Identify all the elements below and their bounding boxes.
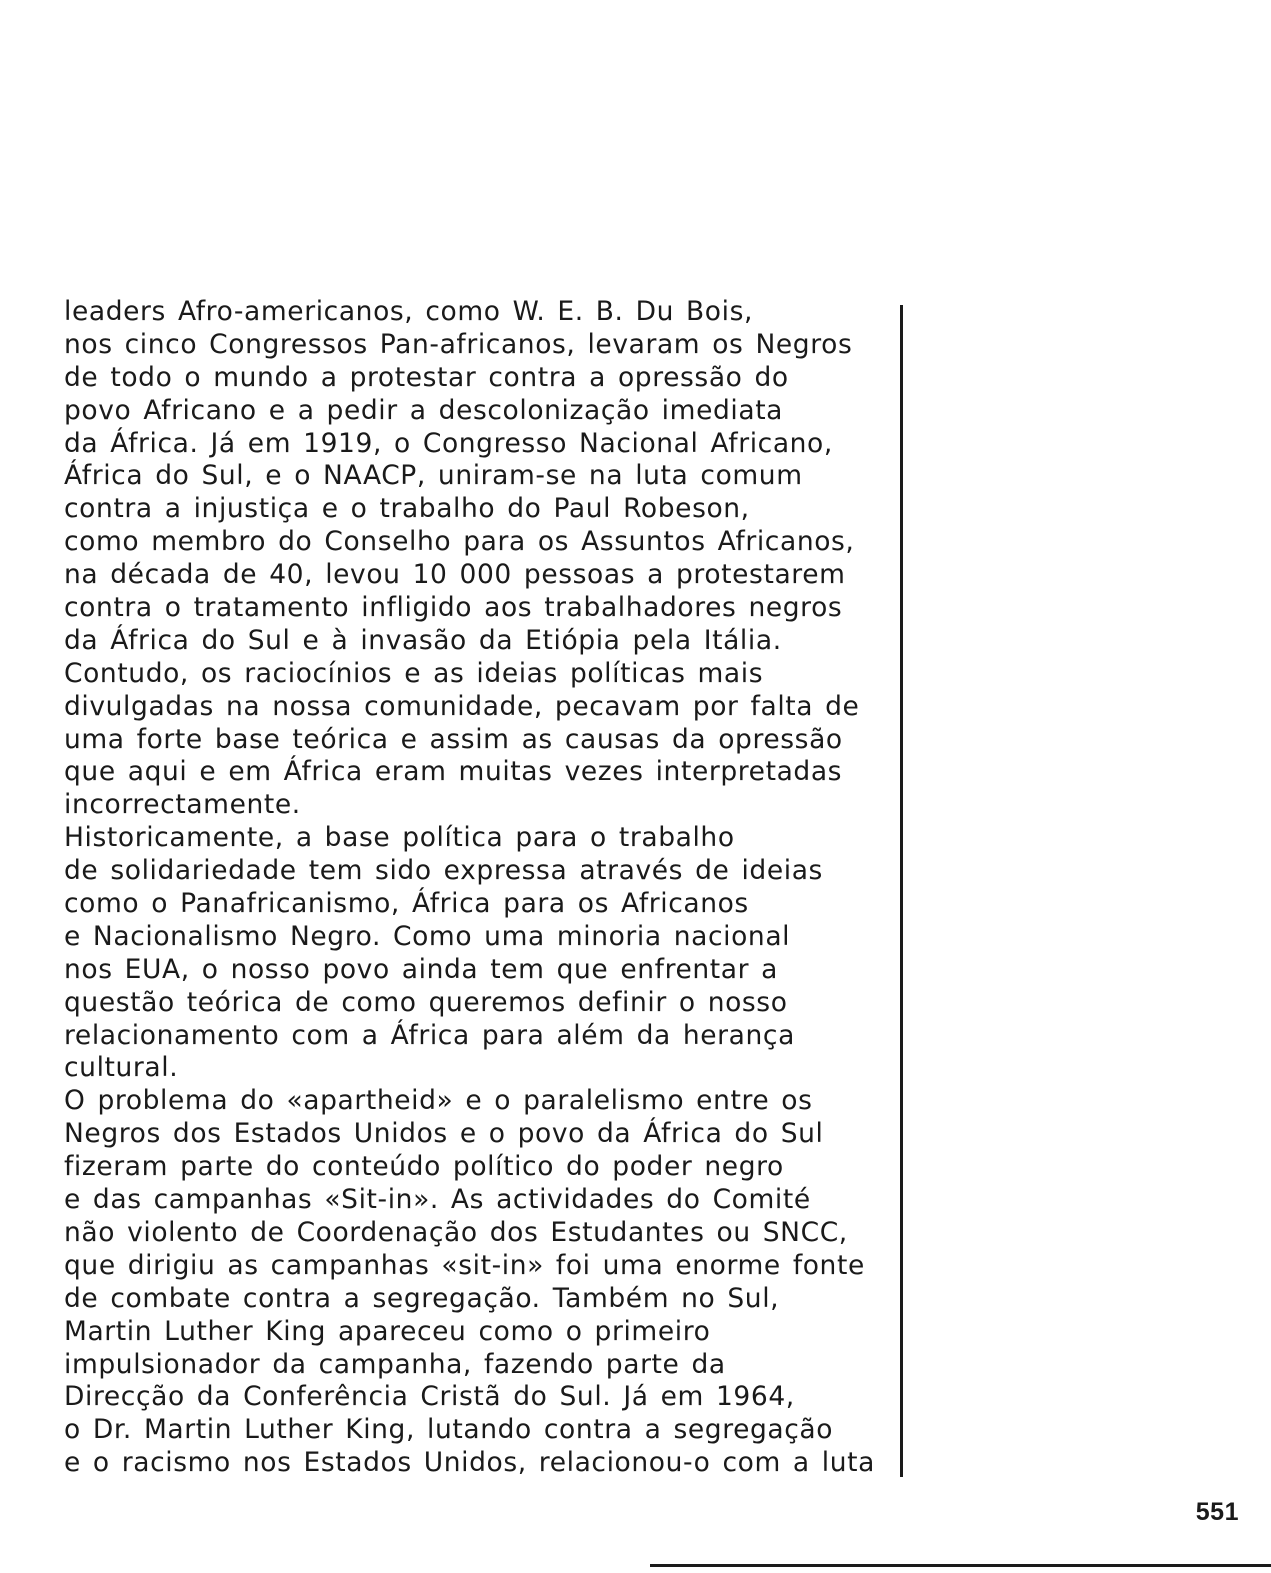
text-line: como membro do Conselho para os Assuntos Africanos, <box>64 526 855 558</box>
text-line: O problema do «apartheid» e o paralelismo entre os <box>64 1085 813 1117</box>
text-line: Negros dos Estados Unidos e o povo da África do Sul <box>64 1118 824 1150</box>
text-line: nos cinco Congressos Pan-africanos, levaram os Negros <box>64 328 853 360</box>
text-line: povo Africano e a pedir a descolonização imediata <box>64 394 784 426</box>
text-line: África do Sul, e o NAACP, uniram-se na luta comum <box>64 460 803 492</box>
text-line: na década de 40, levou 10 000 pessoas a protestarem <box>64 559 846 591</box>
text-line: uma forte base teórica e assim as causas da opressão <box>64 723 843 755</box>
bottom-rule <box>650 1564 1271 1567</box>
text-line: questão teórica de como queremos definir o nosso <box>64 986 788 1018</box>
text-line: da África do Sul e à invasão da Etiópia pela Itália. <box>64 624 782 656</box>
text-line: contra o tratamento infligido aos trabalhadores negros <box>64 592 843 624</box>
text-line: de solidariedade tem sido expressa através de ideias <box>64 855 823 887</box>
text-line: Martin Luther King apareceu como o primeiro <box>64 1315 711 1347</box>
body-text <box>64 296 894 1480</box>
text-line: de combate contra a segregação. Também no Sul, <box>64 1282 780 1314</box>
text-line: fizeram parte do conteúdo político do poder negro <box>64 1151 784 1183</box>
text-line: incorrectamente. <box>64 789 301 821</box>
text-line: divulgadas na nossa comunidade, pecavam por falta de <box>64 690 860 722</box>
text-line: relacionamento com a África para além da herança <box>64 1019 795 1051</box>
margin-rule <box>900 305 903 1477</box>
text-line: e Nacionalismo Negro. Como uma minoria nacional <box>64 920 791 952</box>
text-line: o Dr. Martin Luther King, lutando contra a segregação <box>64 1414 834 1446</box>
text-line: de todo o mundo a protestar contra a opressão do <box>64 361 789 393</box>
text-line: que aqui e em África eram muitas vezes interpretadas <box>64 756 843 788</box>
text-line: Direcção da Conferência Cristã do Sul. Já em 1964, <box>64 1381 795 1413</box>
text-line: não violento de Coordenação dos Estudantes ou SNCC, <box>64 1216 848 1248</box>
text-line: Historicamente, a base política para o trabalho <box>64 822 735 854</box>
page-number: 551 <box>1195 1498 1239 1526</box>
text-line: cultural. <box>64 1052 179 1084</box>
text-line: leaders Afro-americanos, como W. E. B. Du Bois, <box>64 296 754 327</box>
text-line: impulsionador da campanha, fazendo parte da <box>64 1348 726 1380</box>
text-line: Contudo, os raciocínios e as ideias políticas mais <box>64 657 764 689</box>
text-line: da África. Já em 1919, o Congresso Nacional Africano, <box>64 427 833 459</box>
text-line: como o Panafricanismo, África para os Africanos <box>64 888 749 920</box>
text-line: e o racismo nos Estados Unidos, relacionou-o com a luta <box>64 1447 875 1479</box>
text-line: que dirigiu as campanhas «sit-in» foi uma enorme fonte <box>64 1249 865 1281</box>
text-line: nos EUA, o nosso povo ainda tem que enfrentar a <box>64 953 778 985</box>
text-line: e das campanhas «Sit-in». As actividades do Comité <box>64 1184 811 1216</box>
text-line: contra a injustiça e o trabalho do Paul Robeson, <box>64 493 750 525</box>
